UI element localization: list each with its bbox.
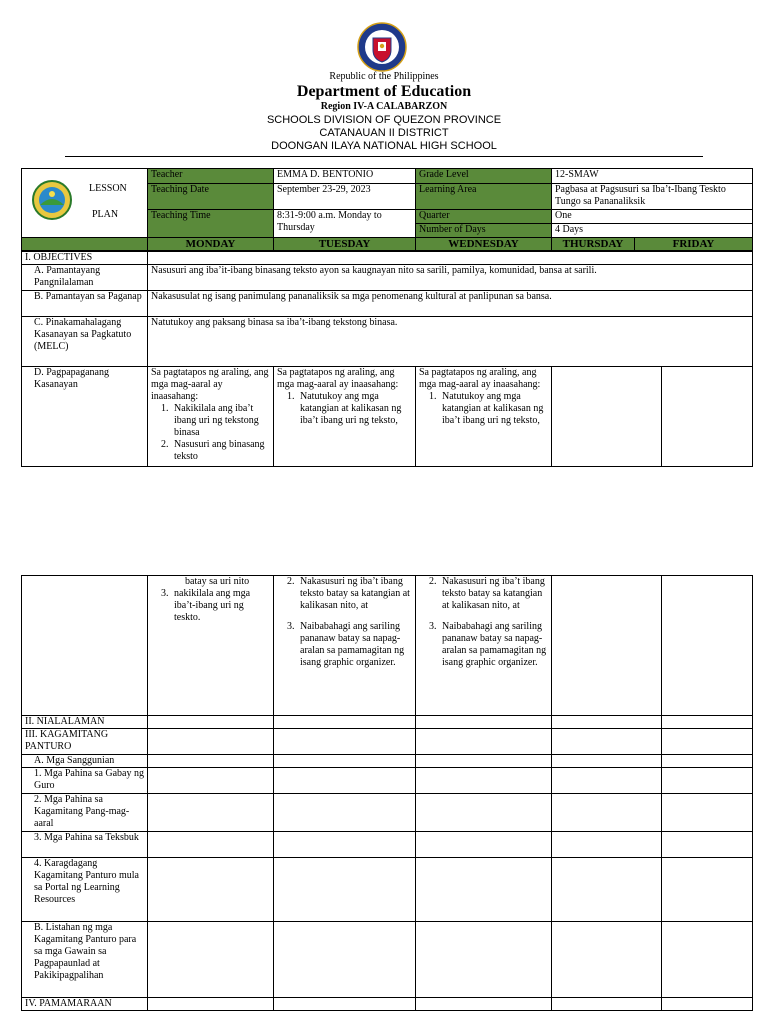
row-listahan-ng-kagamitan: B. Listahan ng mga Kagamitang Panturo para sa mga Gawain sa Pagpapaunlad at Pakikipagpalihan bbox=[22, 922, 148, 998]
teaching-time-label: Teaching Time bbox=[148, 210, 274, 238]
day-header-thursday: THURSDAY bbox=[552, 238, 635, 251]
continuation-label-blank bbox=[22, 576, 148, 716]
pagpapaganang-kasanayan-label: D. Pagpapaganang Kasanayan bbox=[22, 367, 148, 467]
monday-item-2-cont: batay sa uri nito bbox=[185, 576, 250, 587]
plan-label: PLAN bbox=[92, 209, 119, 220]
melc-text: Natutukoy ang paksang binasa sa iba’t-ibang tekstong binasa. bbox=[148, 317, 753, 367]
day-header-tuesday: TUESDAY bbox=[274, 238, 416, 251]
melc-label: C. Pinakamahalagang Kasanayan sa Pagkatuto (MELC) bbox=[22, 317, 148, 367]
tuesday-objectives-cont bbox=[274, 576, 416, 716]
pamantayan-sa-paganap-text: Nakasusulat ng isang panimulang pananaliksik sa mga penomenang kultural at panlipunan sa bansa. bbox=[148, 291, 753, 317]
deped-seal-logo bbox=[357, 22, 407, 72]
monday-intro: Sa pagtatapos ng araling, ang mga mag-aaral ay inaasahang: bbox=[151, 367, 269, 402]
thursday-objectives-cont bbox=[552, 576, 662, 716]
wednesday-item-3: 3. Naibabahagi ang sariling pananaw batay sa napag-aralan sa pamamagitan ng isang graphic organizer. bbox=[439, 621, 548, 669]
division-name: SCHOOLS DIVISION OF QUEZON PROVINCE bbox=[266, 114, 502, 126]
objectives-heading: I. OBJECTIVES bbox=[22, 252, 148, 265]
tuesday-item-1: 1. Natutukoy ang mga katangian at kalikasan ng iba’t ibang uri ng teksto, bbox=[297, 391, 412, 427]
quarter-label: Quarter bbox=[416, 210, 552, 224]
lesson-plan-logo-cell bbox=[22, 169, 148, 238]
tuesday-objectives bbox=[274, 367, 416, 467]
learning-area-label: Learning Area bbox=[416, 184, 552, 210]
wednesday-intro: Sa pagtatapos ng araling, ang mga mag-aaral ay inaasahang: bbox=[419, 367, 541, 390]
school-name: DOONGAN ILAYA NATIONAL HIGH SCHOOL bbox=[271, 140, 497, 152]
region-name: Region IV-A CALABARZON bbox=[320, 101, 448, 112]
day-header-friday: FRIDAY bbox=[635, 238, 753, 251]
pamantayan-sa-paganap-label: B. Pamantayan sa Paganap bbox=[22, 291, 148, 317]
school-logo bbox=[32, 178, 72, 226]
monday-objectives-cont bbox=[148, 576, 274, 716]
row-gabay-ng-guro: 1. Mga Pahina sa Gabay ng Guro bbox=[22, 768, 148, 794]
country-name: Republic of the Philippines bbox=[329, 71, 439, 82]
grade-level-value: 12-SMAW bbox=[552, 169, 753, 184]
objectives-table bbox=[21, 251, 753, 467]
day-header-wednesday: WEDNESDAY bbox=[416, 238, 552, 251]
pamantayang-pangnilalaman-text: Nasusuri ang iba’it-ibang binasang teksto ayon sa kaugnayan nito sa sarili, pamilya, komunidad, bansa at sarili. bbox=[148, 265, 753, 291]
tuesday-item-2: 2. Nakasusuri ng iba’t ibang teksto batay sa katangian at kalikasan nito, at bbox=[297, 576, 412, 612]
monday-item-2: 2. Nasusuri ang binasang teksto bbox=[171, 439, 270, 463]
teaching-time-value: 8:31-9:00 a.m. Monday to Thursday bbox=[274, 210, 416, 238]
learning-area-value: Pagbasa at Pagsusuri sa Iba’t-Ibang Teskto Tungo sa Pananaliksik bbox=[552, 184, 753, 210]
wednesday-objectives-cont bbox=[416, 576, 552, 716]
quarter-value: One bbox=[552, 210, 753, 224]
monday-item-3: 3. nakikilala ang mga iba’t-ibang uri ng teskto. bbox=[171, 588, 270, 624]
row-pamamaraan: IV. PAMAMARAAN bbox=[22, 998, 148, 1011]
pamantayang-pangnilalaman-label: A. Pamantayang Pangnilalaman bbox=[22, 265, 148, 291]
number-of-days-value: 4 Days bbox=[552, 224, 753, 238]
objectives-blank bbox=[148, 252, 753, 265]
thursday-objectives bbox=[552, 367, 662, 467]
header-divider bbox=[65, 156, 703, 157]
row-mga-sanggunian: A. Mga Sanggunian bbox=[22, 755, 148, 768]
friday-objectives-cont bbox=[662, 576, 753, 716]
row-karagdagang-kagamitan: 4. Karagdagang Kagamitang Panturo mula sa Portal ng Learning Resources bbox=[22, 858, 148, 922]
day-header-blank bbox=[22, 238, 148, 251]
row-nilalaman: II. NIALALAMAN bbox=[22, 716, 148, 729]
wednesday-item-2: 2. Nakasusuri ng iba’t ibang teksto batay sa katangian at kalikasan nito, at bbox=[439, 576, 548, 612]
row-teksbuk: 3. Mga Pahina sa Teksbuk bbox=[22, 832, 148, 858]
number-of-days-label: Number of Days bbox=[416, 224, 552, 238]
tuesday-intro: Sa pagtatapos ng araling, ang mga mag-aaral ay inaasahang: bbox=[277, 367, 399, 390]
department-title: Department of Education bbox=[296, 83, 472, 100]
row-kagamitang-pang-mag-aaral: 2. Mga Pahina sa Kagamitang Pang-mag-aaral bbox=[22, 794, 148, 832]
monday-item-1: 1. Nakikilala ang iba’t ibang uri ng tekstong binasa bbox=[171, 403, 270, 439]
wednesday-item-1: 1. Natutukoy ang mga katangian at kalikasan ng iba’t ibang uri ng teksto, bbox=[439, 391, 548, 427]
monday-objectives bbox=[148, 367, 274, 467]
teacher-label: Teacher bbox=[148, 169, 274, 184]
row-kagamitang-panturo: III. KAGAMITANG PANTURO bbox=[22, 729, 148, 755]
district-name: CATANAUAN II DISTRICT bbox=[319, 127, 449, 139]
lesson-label: LESSON bbox=[89, 183, 127, 194]
lesson-plan-table-page2 bbox=[21, 575, 753, 1011]
teaching-date-value: September 23-29, 2023 bbox=[274, 184, 416, 210]
day-header-monday: MONDAY bbox=[148, 238, 274, 251]
teaching-date-label: Teaching Date bbox=[148, 184, 274, 210]
tuesday-item-3: 3. Naibabahagi ang sariling pananaw batay sa napag-aralan sa pamamagitan ng isang graphic organizer. bbox=[297, 621, 412, 669]
friday-objectives bbox=[662, 367, 753, 467]
wednesday-objectives bbox=[416, 367, 552, 467]
teacher-value: EMMA D. BENTONIO bbox=[274, 169, 416, 184]
lesson-plan-table-page1 bbox=[21, 168, 753, 251]
grade-level-label: Grade Level bbox=[416, 169, 552, 184]
